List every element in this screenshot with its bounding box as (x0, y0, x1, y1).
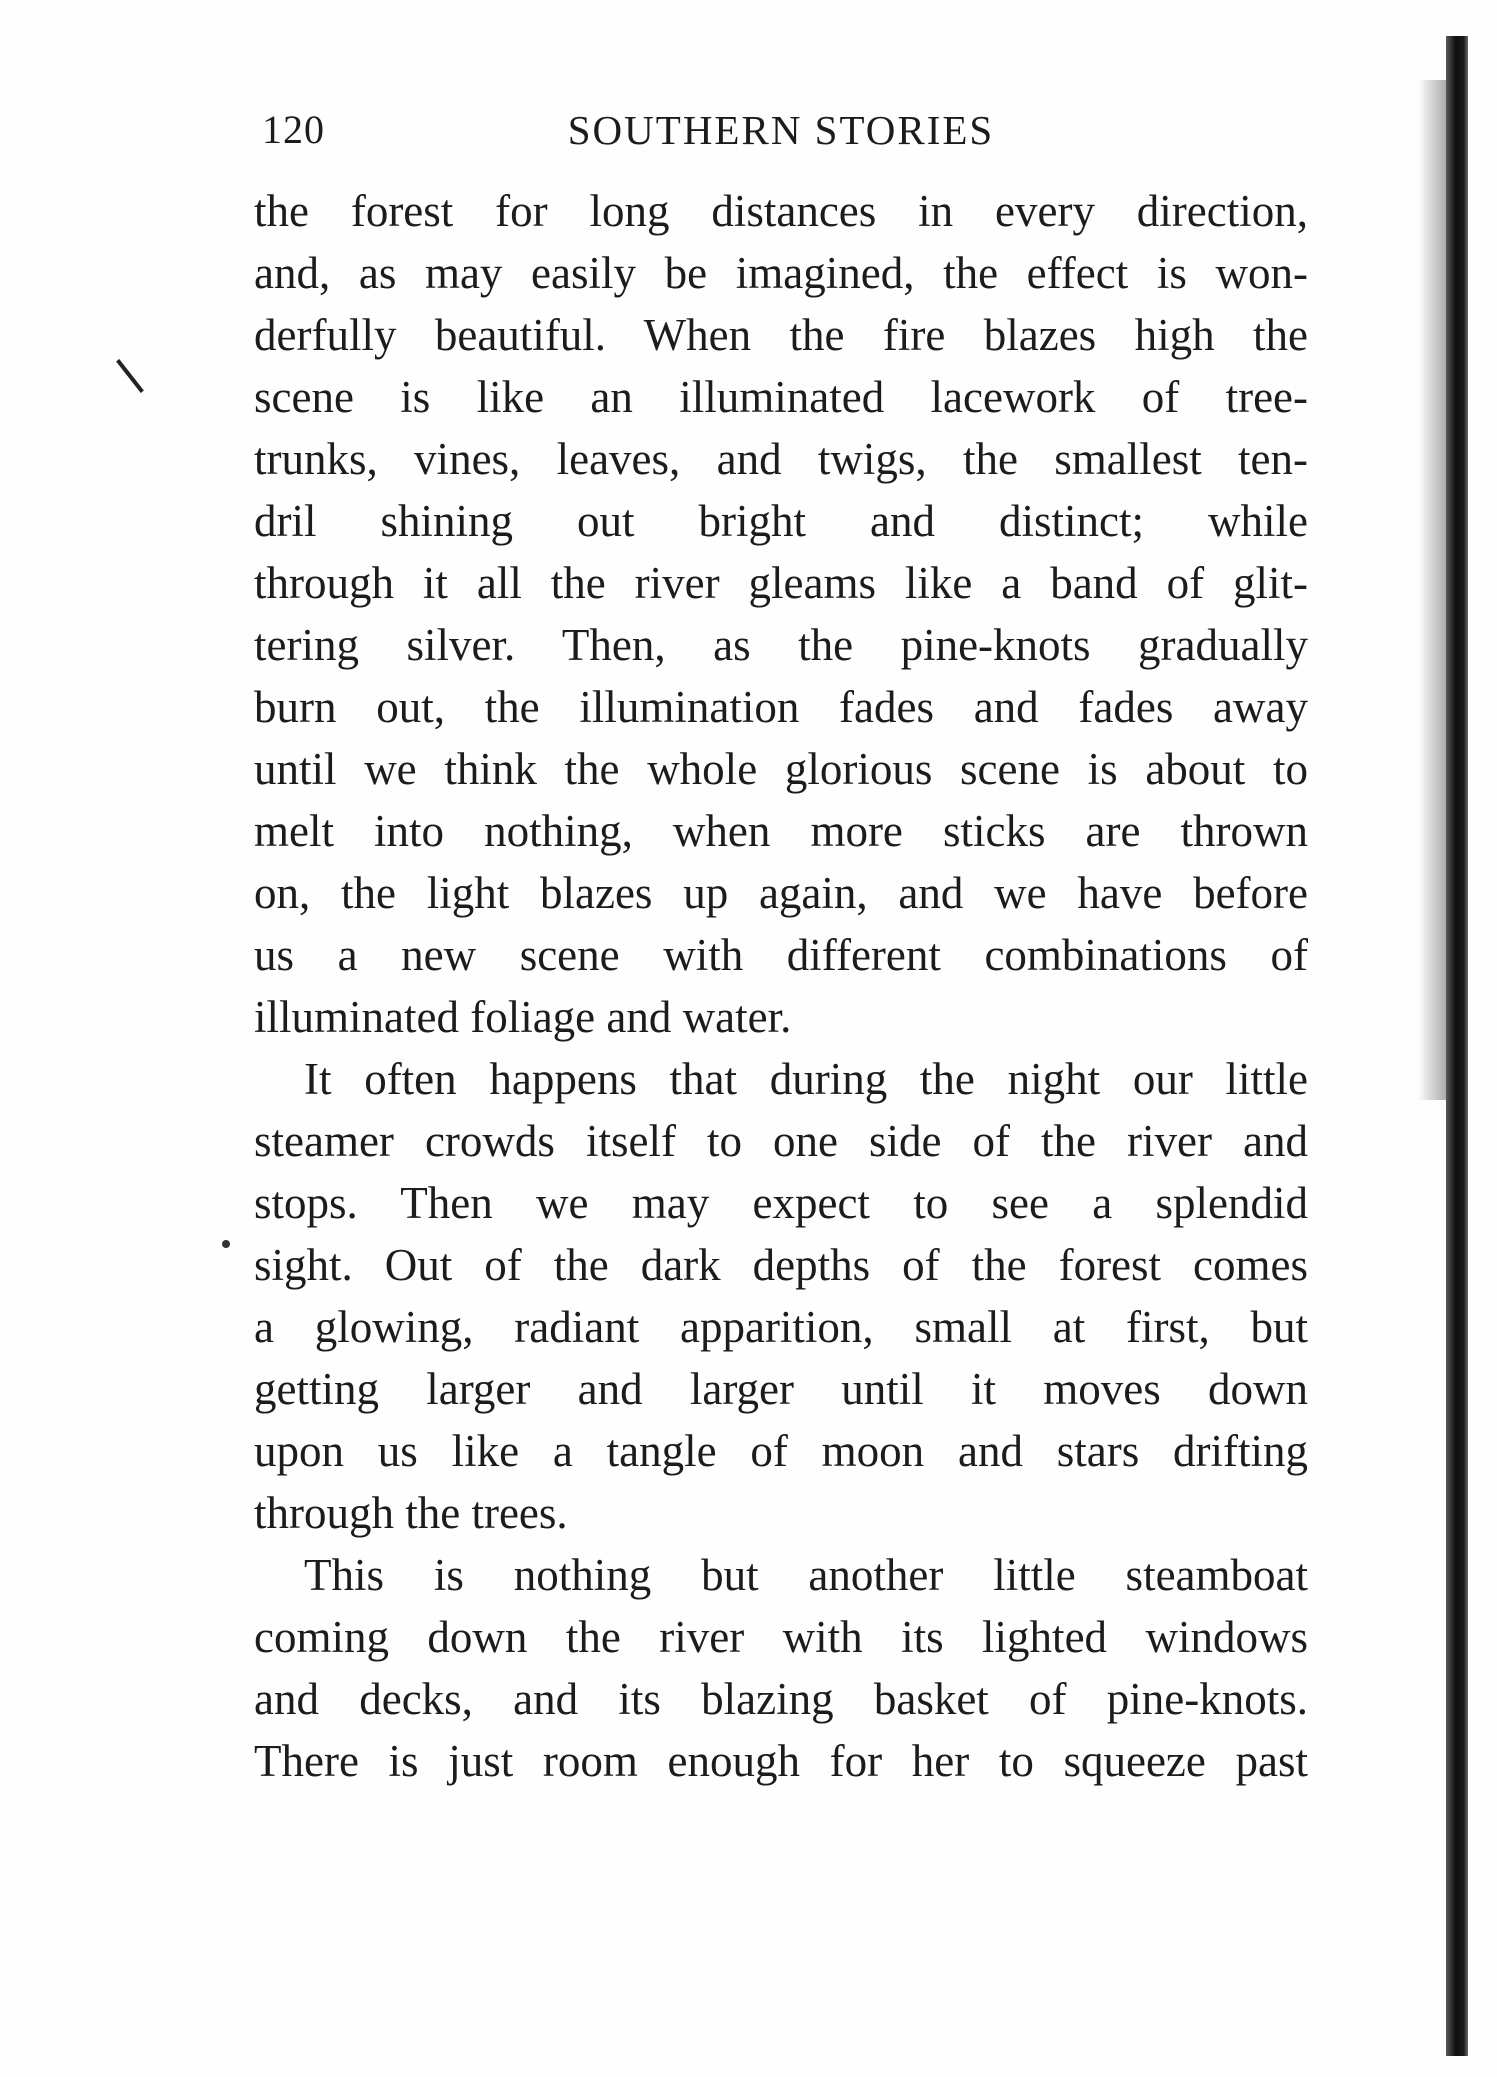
text-line: scene is like an illuminated lacework of tree- (254, 372, 1308, 422)
text-line: melt into nothing, when more sticks are thrown (254, 806, 1308, 856)
text-line: until we think the whole glorious scene is about to (254, 744, 1308, 794)
text-line: tering silver. Then, as the pine-knots gradually (254, 620, 1308, 670)
text-line: getting larger and larger until it moves down (254, 1364, 1308, 1414)
text-line: us a new scene with different combinations of (254, 930, 1308, 980)
text-line: burn out, the illumination fades and fades away (254, 682, 1308, 732)
text-line: through it all the river gleams like a band of glit- (254, 558, 1308, 608)
text-line: and decks, and its blazing basket of pine-knots. (254, 1674, 1308, 1724)
binding-shadow (1418, 80, 1448, 1100)
text-line: a glowing, radiant apparition, small at first, but (254, 1302, 1308, 1352)
text-line: upon us like a tangle of moon and stars drifting (254, 1426, 1308, 1476)
page-edge-shadow (1446, 36, 1468, 2056)
text-line: the forest for long distances in every direction, (254, 186, 1308, 236)
text-line: and, as may easily be imagined, the effect is won- (254, 248, 1308, 298)
text-line: dril shining out bright and distinct; while (254, 496, 1308, 546)
paragraph-start-line: This is nothing but another little steamboat (304, 1550, 1308, 1600)
paragraph-start-line: It often happens that during the night our little (304, 1054, 1308, 1104)
text-line: illuminated foliage and water. (254, 992, 792, 1042)
text-line: through the trees. (254, 1488, 568, 1538)
text-line: derfully beautiful. When the fire blazes high the (254, 310, 1308, 360)
text-line: coming down the river with its lighted windows (254, 1612, 1308, 1662)
text-line: trunks, vines, leaves, and twigs, the smallest ten- (254, 434, 1308, 484)
ink-speck (222, 1240, 230, 1248)
text-line: steamer crowds itself to one side of the river and (254, 1116, 1308, 1166)
stray-pencil-mark (116, 359, 144, 393)
running-head (254, 106, 1308, 162)
page-number: 120 (262, 107, 325, 152)
text-line: sight. Out of the dark depths of the forest comes (254, 1240, 1308, 1290)
text-line: There is just room enough for her to squeeze past (254, 1736, 1308, 1786)
text-line: on, the light blazes up again, and we have before (254, 868, 1308, 918)
running-title: SOUTHERN STORIES (567, 107, 995, 153)
text-line: stops. Then we may expect to see a splendid (254, 1178, 1308, 1228)
body-text (254, 180, 1308, 1792)
